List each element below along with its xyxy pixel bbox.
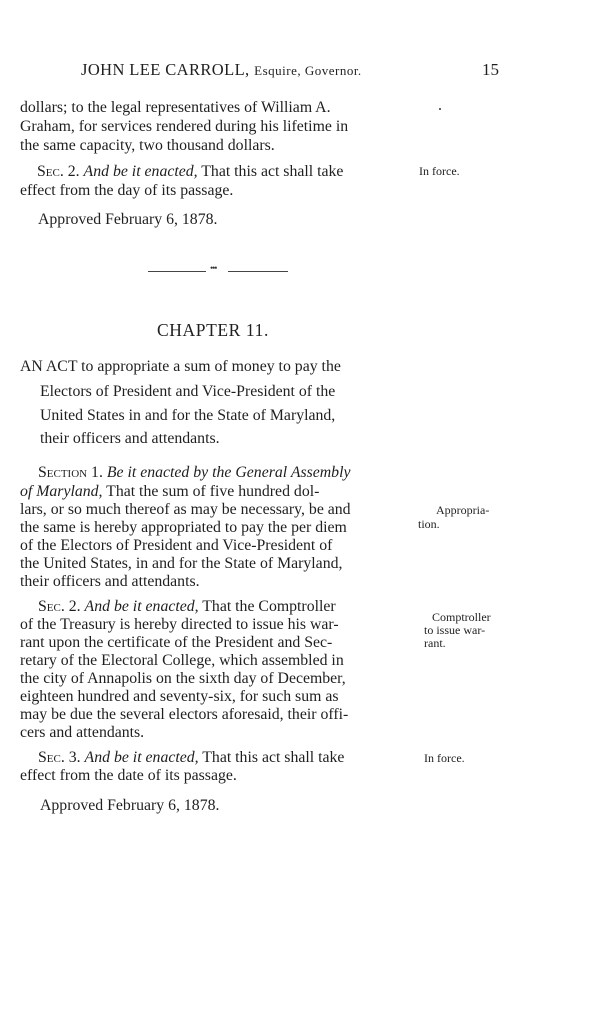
- enacting-clause: of Maryland,: [20, 483, 103, 500]
- enacting-clause: And be it enacted,: [84, 598, 199, 615]
- margin-note-appropriation: Appropria-: [436, 503, 490, 517]
- section-line: [38, 597, 336, 617]
- body-line: the United States, in and for the State of Maryland,: [20, 555, 343, 572]
- section-lead: Sec. 2.: [37, 163, 80, 180]
- enacting-clause: And be it enacted,: [84, 749, 199, 766]
- body-line: lars, or so much thereof as may be necessary, be and: [20, 501, 351, 518]
- body-line: the same capacity, two thousand dollars.: [20, 137, 275, 154]
- approval-date: Approved February 6, 1878.: [38, 211, 218, 228]
- body-line: the city of Annapolis on the sixth day of December,: [20, 670, 346, 687]
- body-line: of the Treasury is hereby directed to issue his war-: [20, 616, 339, 633]
- act-title-line: United States in and for the State of Maryland,: [40, 407, 336, 424]
- body-line: retary of the Electoral College, which assembled in: [20, 652, 344, 669]
- running-title-name: JOHN LEE CARROLL,: [81, 60, 255, 79]
- body-line: Graham, for services rendered during his lifetime in: [20, 118, 349, 135]
- margin-note-comptroller: rant.: [424, 636, 446, 650]
- section-lead: Section 1.: [38, 464, 103, 481]
- body-line: effect from the day of its passage.: [20, 182, 234, 199]
- act-title-line: AN ACT to appropriate a sum of money to pay the: [20, 358, 341, 375]
- running-header: [0, 60, 600, 84]
- section-line: [37, 162, 343, 182]
- running-title-office: Esquire, Governor.: [254, 63, 362, 78]
- page-number: 15: [482, 60, 499, 79]
- print-speck: [439, 108, 441, 110]
- margin-note-comptroller: to issue war-: [424, 623, 486, 637]
- section-text: That the sum of five hundred dol-: [102, 483, 320, 500]
- margin-note-in-force: In force.: [424, 751, 465, 765]
- body-line: cers and attendants.: [20, 724, 145, 741]
- body-line: eighteen hundred and seventy-six, for such sum as: [20, 688, 339, 705]
- body-line: the same is hereby appropriated to pay the per diem: [20, 519, 347, 536]
- body-line: effect from the date of its passage.: [20, 767, 237, 784]
- margin-note-in-force: In force.: [419, 164, 460, 178]
- body-line: may be due the several electors aforesaid, their offi-: [20, 706, 349, 723]
- chapter-heading: CHAPTER 11.: [157, 320, 269, 340]
- enacting-clause: And be it enacted,: [83, 163, 198, 180]
- body-line: their officers and attendants.: [20, 573, 200, 590]
- section-line: [20, 482, 319, 502]
- margin-note-comptroller: Comptroller: [432, 610, 491, 624]
- section-line: [38, 748, 344, 768]
- act-title-line: Electors of President and Vice-President of the: [40, 383, 336, 400]
- section-lead: Sec. 3.: [38, 749, 81, 766]
- section-text: That this act shall take: [198, 749, 345, 766]
- margin-note-appropriation: tion.: [418, 517, 440, 531]
- section-lead: Sec. 2.: [38, 598, 81, 615]
- section-line: [38, 463, 350, 483]
- section-text: That the Comptroller: [198, 598, 336, 615]
- body-line: dollars; to the legal representatives of William A.: [20, 99, 331, 116]
- act-title-line: their officers and attendants.: [40, 430, 220, 447]
- enacting-clause: Be it enacted by the General Assembly: [106, 464, 351, 481]
- approval-date: Approved February 6, 1878.: [40, 797, 220, 814]
- body-line: rant upon the certificate of the President and Sec-: [20, 634, 333, 651]
- running-title: [81, 60, 362, 80]
- body-line: of the Electors of President and Vice-President of: [20, 537, 333, 554]
- section-text: That this act shall take: [197, 163, 344, 180]
- section-divider-ornament: •••: [148, 268, 288, 274]
